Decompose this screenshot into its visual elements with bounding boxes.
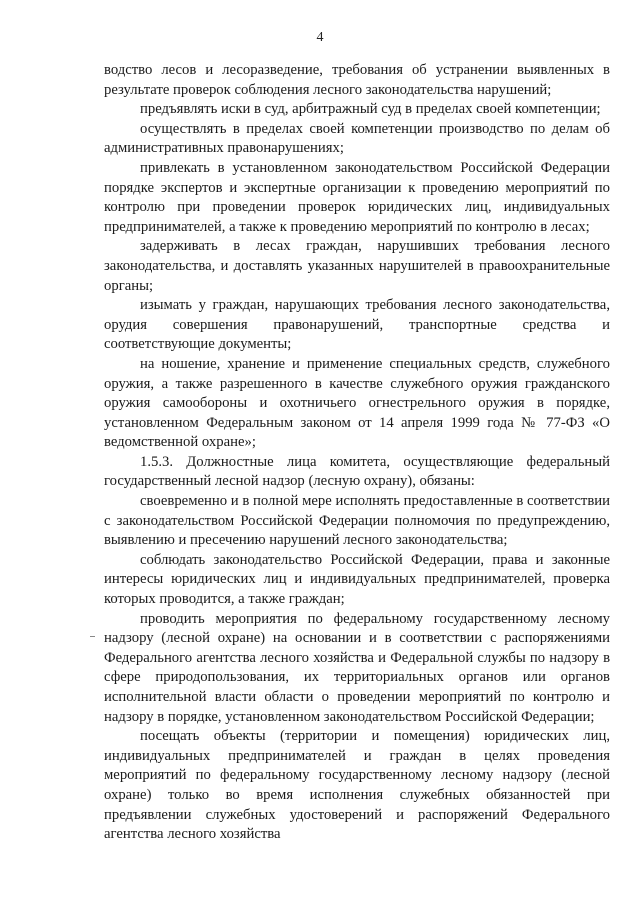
page-number: 4: [316, 30, 324, 45]
document-body: [104, 61, 610, 845]
paragraph: проводить мероприятия по федеральному государственному лесному надзору (лесной охране) на основании и в соответствии с распоряжениями Федерального агентства лесного хозяйства и Федеральной службы по надзору в сфере природопользования, их территориальных органов или органов исполнительной власти области о проведении мероприятий по контролю и надзору в порядке, установленном законодательством Российской Федерации;: [104, 610, 610, 725]
paragraph: задерживать в лесах граждан, нарушивших требования лесного законодательства, и доставлять указанных нарушителей в правоохранительные органы;: [104, 238, 610, 294]
paragraph-continuation: водство лесов и лесоразведение, требования об устранении выявленных в результате проверок соблюдения лесного законодательства нарушений;: [104, 62, 610, 98]
margin-mark: [90, 636, 95, 637]
paragraph: соблюдать законодательство Российской Федерации, права и законные интересы юридических лиц и индивидуальных предпринимателей, проверка которых проводится, а также граждан;: [104, 551, 610, 608]
paragraph: своевременно и в полной мере исполнять предоставленные в соответствии с законодательством Российской Федерации полномочия по предупреждению, выявлению и пресечению нарушений лесного законодательства;: [104, 493, 610, 549]
paragraph: предъявлять иски в суд, арбитражный суд в пределах своей компетенции;: [140, 101, 601, 118]
paragraph: изымать у граждан, нарушающих требования лесного законодательства, орудия совершения правонарушений, транспортные средства и соответствующие документы;: [104, 297, 610, 353]
paragraph: на ношение, хранение и применение специальных средств, служебного оружия, а также разрешенного в качестве служебного оружия гражданского оружия самообороны и охотничьего огнестрельного оружия в порядке, установленном Федеральным законом от 14 апреля 1999 года № 77-ФЗ «О ведомственной охране»;: [104, 355, 610, 451]
section-heading-paragraph: 1.5.3. Должностные лица комитета, осуществляющие федеральный государственный лесной надзор (лесную охрану), обязаны:: [104, 453, 610, 490]
paragraph: посещать объекты (территории и помещения) юридических лиц, индивидуальных предпринимателей и граждан в целях проведения мероприятий по федеральному государственному лесному надзору (лесной охране) только во время исполнения служебных обязанностей при предъявлении служебных удостоверений и распоряжений Федерального агентства лесного хозяйства: [104, 728, 610, 843]
paragraph: осуществлять в пределах своей компетенции производство по делам об административных правонарушениях;: [104, 120, 610, 157]
paragraph: привлекать в установленном законодательством Российской Федерации порядке экспертов и экспертные организации к проведению мероприятий по контролю при проведении проверок юридических лиц, индивидуальных предпринимателей, а также к проведению мероприятий по контролю в лесах;: [104, 159, 610, 235]
